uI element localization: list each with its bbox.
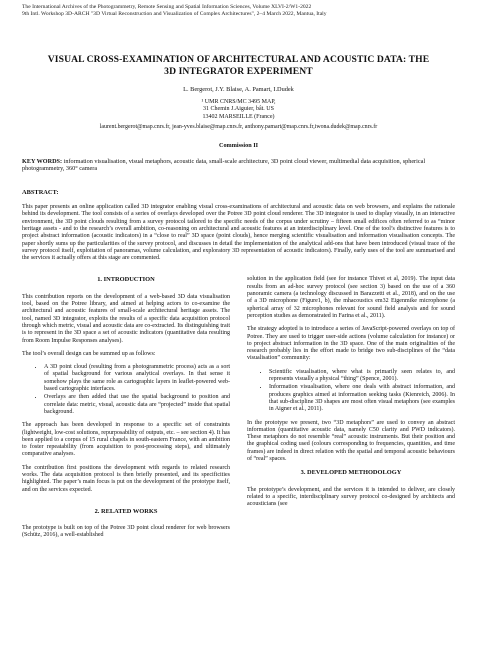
intro-paragraph-3: The approach has been developed in response to a specific set of constraints (lightweight, low-cost solutions, repurposability of outputs, etc. – see section 4). It has been applied to a corpus of 15 rural chapels in south-eastern France, with an ambition to foster repeatability (from acquisition to post-processing steps), and ultimately comparative analyses. — [22, 422, 230, 458]
author-emails: laurent.bergerot@map.cnrs.fr, jean-yves.blaise@map.cnrs.fr, anthony.pamart@map.cnrs.fr,iwona.dudek@map.cnrs.fr — [99, 123, 378, 130]
related-bullet-list — [247, 369, 455, 414]
title-line-1: VISUAL CROSS-EXAMINATION OF ARCHITECTURAL AND ACOUSTIC DATA: THE — [47, 54, 430, 65]
related-paragraph-2: solution in the application field (see for instance Thivet et al, 2019). The input data results from an ad-hoc survey protocol (see section 3) based on the use of a 360 panoramic camera (a technology discussed in Barazzetti et al., 2018), and on the use of a 3D microphone (Figure1, b), the mhacoustics em32 Eigenmike microphone (a spherical array of 32 microphones relevant for sound field analysis and for sound perception studies as demonstrated in Farina et al., 2011). — [247, 276, 455, 319]
intro-bullet-1: • A 3D point cloud (resulting from a photogrammetric process) acts as a sort of spatial background for various analytical overlays. In that sense it somehow plays the same role as cartographic layers in leaflet-powered web-based cartographic interfaces. — [44, 364, 230, 393]
section-heading-methodology: 3. DEVELOPED METHODOLOGY — [300, 469, 402, 477]
abstract-body — [22, 204, 455, 262]
keywords-text: information visualisation, visual metaphors, acoustic data, small-scale architecture, 3D point cloud viewer, multimedial data acquisition, spherical photogrammetry, 360° camera — [22, 157, 426, 173]
related-paragraph-4: In the prototype we present, two “3D metaphors” are used to convey an abstract information (quantitative acoustic data, namely C50 clarity and PWD indicators). These metaphors do not resemble “real” acoustic instruments. But their position and the graphical coding used (colours corresponding to frequencies, quantities, and time frames) are indeed in direct relation with the spatial and temporal acoustic behaviours of “real” spaces. — [247, 419, 455, 462]
keywords-block — [22, 158, 455, 173]
abstract-paragraph: This paper presents an online application called 3D integrator enabling visual cross-examinations of architectural and acoustic data on web browsers, and explains the rationale behind its development. The tool consists of a series of overlays developed over the Potree 3D point cloud renderer. The 3D integrator is used to display visually, in an interactive environment, the 3D point clouds resulting from a survey protocol tailored to the specific needs of the corpus under scrutiny – fifteen small edifices often referred to as “minor heritage assets - and to the research’s overall ambition, co-reasoning on architectural and acoustic features at an interdisciplinary level. One of the tool’s distinctive features is to project abstract information (acoustic indicators) in a “close to real” 3D space (point clouds), hence merging scientific visualisation and information visualisation concepts. The paper shortly sums up the particularities of the survey protocol, and discusses in detail the implementation of the analytical add-ons that have been introduced (visual trace of the survey protocol itself, exploitation of panoramas, volume calculation, and exploratory 3D representation of acoustic indicators). Finally, early uses of the tool are summarised and the services it actually offers at this stage are commented. — [22, 204, 455, 262]
right-column — [247, 276, 455, 545]
two-column-body — [22, 276, 455, 545]
title-line-2: 3D INTEGRATOR EXPERIMENT — [164, 65, 313, 77]
related-paragraph-3: The strategy adopted is to introduce a series of JavaScript-powered overlays on top of Potree. They are used to trigger user-side actions (volume calculation for instance) or to project abstract information in the 3D space. One of the main originalities of the research probably lies in the effort made to bridge two sub-disciplines of the “data visualisation” community: — [247, 326, 455, 362]
left-column — [22, 276, 230, 545]
related-paragraph-1: The prototype is built on top of the Potree 3D point cloud renderer for web browsers (Schütz, 2016), a well-established — [22, 525, 230, 539]
header-line-2: 9th Intl. Workshop 3D-ARCH "3D Virtual Reconstruction and Visualization of Complex Architectures", 2–4 March 2022, Mantua, Italy — [22, 11, 327, 17]
keywords-label: KEY WORDS: — [22, 157, 63, 165]
intro-paragraph-2: The tool’s overall design can be summed up as follows: — [22, 350, 156, 357]
affiliation-line-3: 13402 MARSEILLE (France) — [202, 113, 275, 120]
header-line-1: The International Archives of the Photogrammetry, Remote Sensing and Spatial Information Sciences, Volume XLVI-2/W1-2022 — [22, 4, 312, 10]
affiliation-line-2: 31 Chemin J.Aiguier, bât. US — [203, 106, 274, 113]
related-bullet-1: • Scientific visualisation, where what is primarily seen relates to, and represents visually a physical “thing” (Spence, 2001). — [269, 369, 455, 384]
intro-bullet-list — [22, 364, 230, 416]
intro-paragraph-4: The contribution first positions the development with regards to related research works. The data acquisition protocol is then briefly presented, and its specificities highlighted. The paper’s main focus is put on the development of the prototype itself, and on the services expected. — [22, 464, 230, 493]
section-heading-introduction: 1. INTRODUCTION — [97, 276, 155, 284]
intro-bullet-2: • Overlays are then added that use the spatial background to position and correlate data: metric, visual, acoustic data are “projected” inside that spatial background. — [44, 394, 230, 416]
affiliation-line-1: ¹ UMR CNRS/MC 3495 MAP, — [201, 99, 276, 105]
affiliation — [22, 99, 455, 121]
running-header — [22, 4, 455, 18]
intro-paragraph-1: This contribution reports on the development of a web-based 3D data visualisation tool, based on the Potree library, and aimed at helping actors to co-examine the architectural and acoustic features of small-scale architectural heritage assets. The tool, named 3D integrator, exploits the results of a specific data acquisition protocol through which metric, visual and acoustic data are co-extracted. Its distinguishing trait is to represent in the 3D space a set of acoustic indicators (quantitative data resulting from Room Impulse Responses analyses). — [22, 293, 230, 344]
related-bullet-2: • Information visualisation, where one deals with abstract information, and produces graphics aimed at information seeking tasks (Kienreich, 2006). In that sub-discipline 3D shapes are most often visual metaphors (see examples in Aigner et al., 2011). — [269, 384, 455, 413]
abstract-heading: ABSTRACT: — [22, 189, 59, 197]
paper-title — [22, 54, 455, 77]
methodology-paragraph-1: The prototype’s development, and the services it is intended to deliver, are closely related to a specific, interdisciplinary survey protocol co-designed by architects and acousticians (see — [247, 486, 455, 508]
commission-label: Commission II — [218, 141, 259, 149]
section-heading-related-works: 2. RELATED WORKS — [94, 507, 158, 515]
author-list: L. Bergerot, J.Y. Blaise, A. Pamart, I.Dudek — [183, 86, 294, 93]
